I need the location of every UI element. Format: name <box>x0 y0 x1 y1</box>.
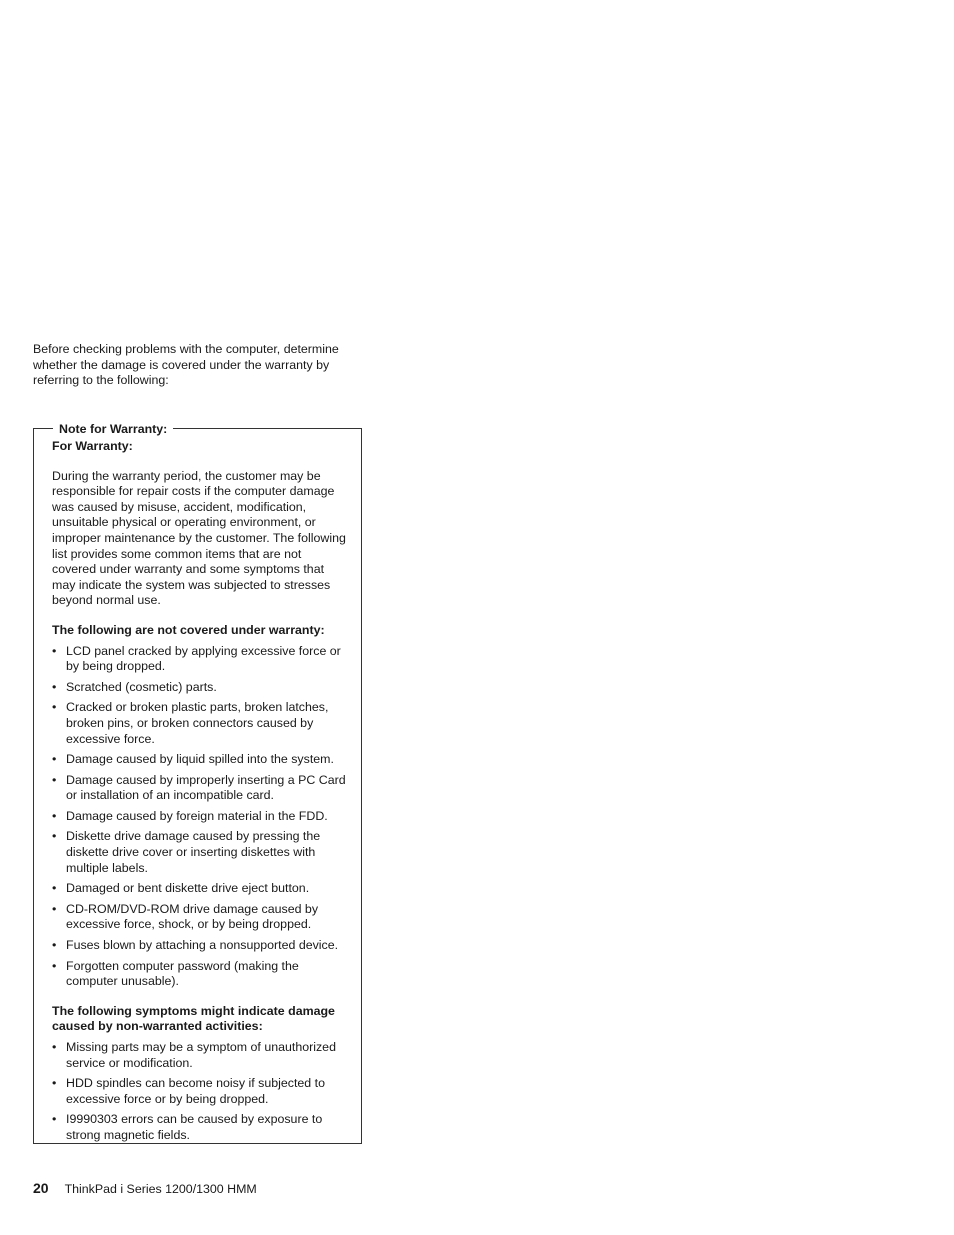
not-covered-list <box>52 644 348 990</box>
page-footer <box>33 1180 257 1197</box>
note-content <box>52 439 348 1149</box>
symptoms-list <box>52 1040 348 1144</box>
list-item: • Scratched (cosmetic) parts. <box>52 680 348 696</box>
list-item: • Forgotten computer password (making the computer unusable). <box>52 959 348 990</box>
not-covered-heading: The following are not covered under warranty: <box>52 622 325 637</box>
list-item: • Diskette drive damage caused by pressing the diskette drive cover or inserting diskettes with multiple labels. <box>52 829 348 876</box>
list-item: • LCD panel cracked by applying excessive force or by being dropped. <box>52 644 348 675</box>
note-subhead: For Warranty: <box>52 439 133 453</box>
list-item: • Damage caused by foreign material in the FDD. <box>52 809 348 825</box>
list-item: • HDD spindles can become noisy if subjected to excessive force or by being dropped. <box>52 1076 348 1107</box>
note-legend: Note for Warranty: <box>53 421 173 437</box>
document-title: ThinkPad i Series 1200/1300 HMM <box>64 1182 257 1196</box>
list-item: • CD-ROM/DVD-ROM drive damage caused by excessive force, shock, or by being dropped. <box>52 902 348 933</box>
list-item: • I9990303 errors can be caused by exposure to strong magnetic fields. <box>52 1112 348 1143</box>
symptoms-heading: The following symptoms might indicate damage caused by non-warranted activities: <box>52 1003 335 1034</box>
list-item: • Cracked or broken plastic parts, broken latches, broken pins, or broken connectors caused by excessive force. <box>52 700 348 747</box>
warranty-note-box <box>33 422 362 1144</box>
list-item: • Missing parts may be a symptom of unauthorized service or modification. <box>52 1040 348 1071</box>
list-item: • Damage caused by improperly inserting a PC Card or installation of an incompatible card. <box>52 773 348 804</box>
list-item: • Damaged or bent diskette drive eject button. <box>52 881 348 897</box>
note-paragraph: During the warranty period, the customer may be responsible for repair costs if the computer damage was caused by misuse, accident, modification, unsuitable physical or operating environment, or improper maintenance by the customer. The following list provides some common items that are not covered under warranty and some symptoms that may indicate the system was subjected to stresses beyond normal use. <box>52 468 346 608</box>
page-number: 20 <box>33 1180 49 1196</box>
intro-paragraph: Before checking problems with the computer, determine whether the damage is covered under the warranty by referring to the following: <box>33 342 339 388</box>
list-item: • Fuses blown by attaching a nonsupported device. <box>52 938 348 954</box>
list-item: • Damage caused by liquid spilled into the system. <box>52 752 348 768</box>
